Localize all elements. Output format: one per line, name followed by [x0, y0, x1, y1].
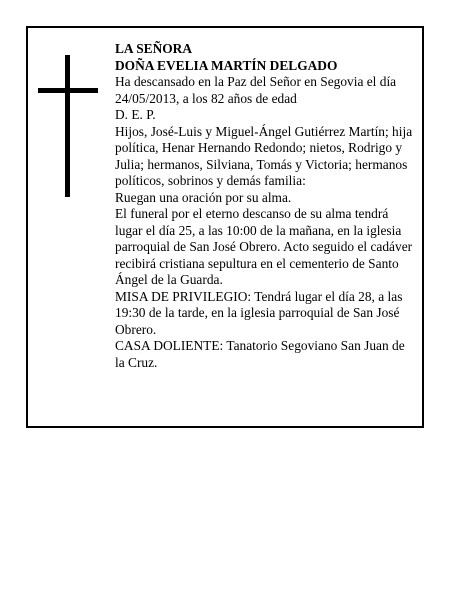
death-statement: Ha descansado en la Paz del Señor en Segovia el día 24/05/2013, a los 82 años de edad	[115, 74, 397, 106]
obituary-text	[115, 41, 417, 371]
rest-in-peace: D. E. P.	[115, 107, 156, 122]
mourning-house: CASA DOLIENTE: Tanatorio Segoviano San Juan de la Cruz.	[115, 338, 405, 370]
deceased-name: DOÑA EVELIA MARTÍN DELGADO	[115, 57, 338, 73]
notice-heading: LA SEÑORA	[115, 41, 193, 56]
family-list: Hijos, José-Luis y Miguel-Ángel Gutiérrez Martín; hija política, Henar Hernando Redondo; nietos, Rodrigo y Julia; hermanos, Silviana, Tomás y Victoria; hermanos políticos, sobrinos y demás familia:	[115, 123, 413, 188]
funeral-details: El funeral por el eterno descanso de su alma tendrá lugar el día 25, a las 10:00 de la mañana, en la iglesia parroquial de San José Obrero. Acto seguido el cadáver recibirá cristiana sepultura en el cementerio de Santo Ángel de la Guarda.	[115, 206, 413, 287]
cross-vertical-bar	[65, 55, 70, 197]
obituary-notice	[26, 26, 424, 428]
cross-icon	[38, 55, 98, 197]
mass-details: MISA DE PRIVILEGIO: Tendrá lugar el día 28, a las 19:30 de la tarde, en la iglesia parroquial de San José Obrero.	[115, 288, 403, 337]
cross-horizontal-bar	[38, 88, 98, 93]
prayer-request: Ruegan una oración por su alma.	[115, 189, 292, 205]
